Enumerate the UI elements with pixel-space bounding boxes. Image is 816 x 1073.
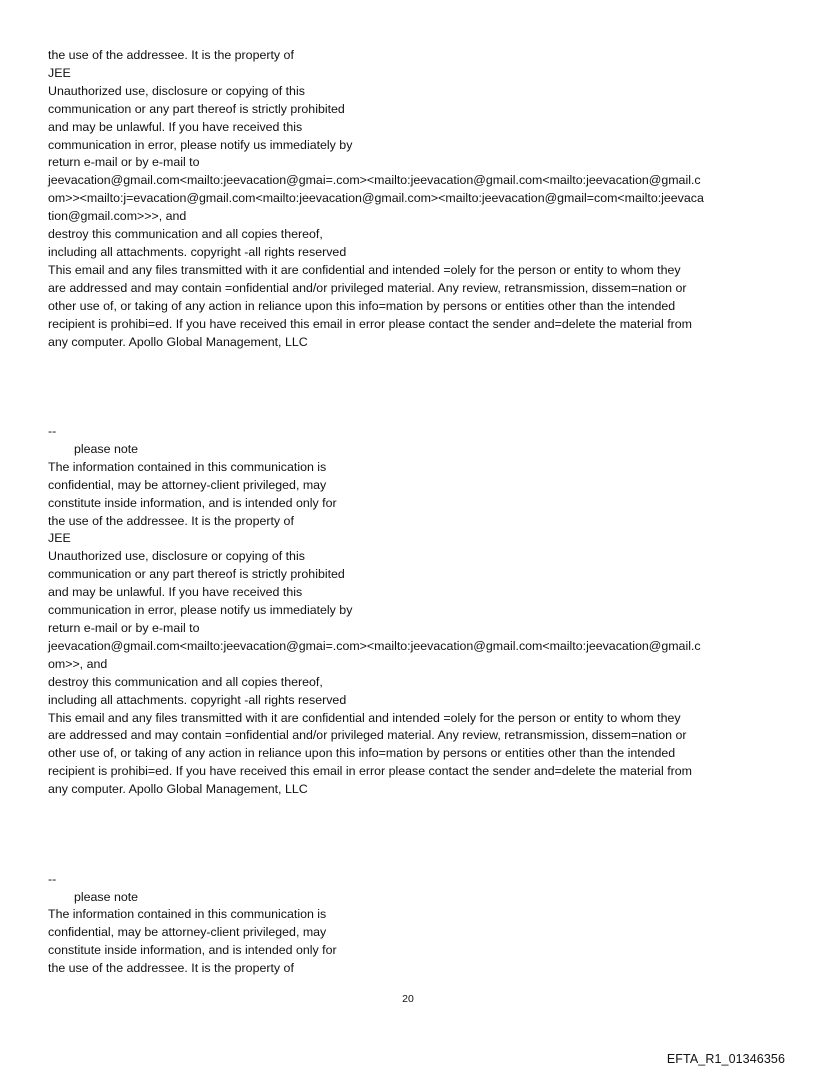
- text-line: any computer. Apollo Global Management, LLC: [48, 782, 308, 797]
- text-line: return e-mail or by e-mail to: [48, 620, 200, 635]
- text-line: communication or any part thereof is strictly prohibited: [48, 101, 345, 116]
- text-line: This email and any files transmitted with it are confidential and intended =olely for the person or entity to whom they: [48, 710, 681, 725]
- text-line: recipient is prohibi=ed. If you have received this email in error please contact the sender and=delete the material from: [48, 764, 692, 779]
- text-line: are addressed and may contain =onfidential and/or privileged material. Any review, retransmission, dissem=nation or: [48, 728, 687, 743]
- text-line: other use of, or taking of any action in reliance upon this info=mation by persons or entities other than the intended: [48, 746, 676, 761]
- text-line: confidential, may be attorney-client privileged, may: [48, 925, 327, 940]
- text-line: the use of the addressee. It is the property of: [48, 48, 294, 62]
- text-line: including all attachments. copyright -all rights reserved: [48, 244, 347, 259]
- text-line: including all attachments. copyright -all rights reserved: [48, 692, 347, 707]
- text-line: om>>, and: [48, 656, 108, 671]
- email-body-text: [48, 47, 788, 978]
- text-line: This email and any files transmitted with it are confidential and intended =olely for the person or entity to whom they: [48, 262, 681, 277]
- text-line: jeevacation@gmail.com<mailto:jeevacation@gmai=.com><mailto:jeevacation@gmail.com<mailto:jeevacation@gmail.c: [48, 638, 701, 653]
- disclaimer-block: [48, 47, 788, 351]
- text-line: confidential, may be attorney-client privileged, may: [48, 477, 327, 492]
- text-line: The information contained in this communication is: [48, 907, 327, 922]
- text-line: JEE: [48, 65, 71, 80]
- text-line: recipient is prohibi=ed. If you have received this email in error please contact the sender and=delete the material from: [48, 316, 692, 331]
- text-line: jeevacation@gmail.com<mailto:jeevacation@gmai=.com><mailto:jeevacation@gmail.com<mailto:jeevacation@gmail.c: [48, 173, 701, 188]
- block-spacer: [48, 351, 788, 423]
- text-line: any computer. Apollo Global Management, LLC: [48, 334, 308, 349]
- text-line: constitute inside information, and is intended only for: [48, 943, 337, 958]
- signature-separator: --: [48, 871, 57, 886]
- text-line: tion@gmail.com>>>, and: [48, 209, 187, 224]
- text-line: destroy this communication and all copies thereof,: [48, 227, 323, 242]
- text-line: and may be unlawful. If you have received this: [48, 119, 303, 134]
- text-line: other use of, or taking of any action in reliance upon this info=mation by persons or entities other than the intended: [48, 298, 676, 313]
- text-line: JEE: [48, 531, 71, 546]
- block-spacer: [48, 799, 788, 871]
- document-id: EFTA_R1_01346356: [666, 1052, 785, 1066]
- text-line: communication in error, please notify us immediately by: [48, 603, 353, 618]
- disclaimer-block: [48, 871, 788, 978]
- text-line: the use of the addressee. It is the property of: [48, 961, 294, 976]
- text-line: Unauthorized use, disclosure or copying of this: [48, 549, 305, 564]
- disclaimer-block: [48, 423, 788, 799]
- page-number: 20: [402, 993, 414, 1005]
- signature-separator: --: [48, 424, 57, 438]
- text-line: destroy this communication and all copies thereof,: [48, 674, 323, 689]
- text-line: The information contained in this communication is: [48, 459, 327, 474]
- text-line: communication in error, please notify us immediately by: [48, 137, 353, 152]
- text-line: are addressed and may contain =onfidential and/or privileged material. Any review, retransmission, dissem=nation or: [48, 280, 687, 295]
- text-line: and may be unlawful. If you have received this: [48, 585, 303, 600]
- note-label: please note: [74, 441, 139, 456]
- text-line: om>><mailto:j=evacation@gmail.com<mailto:jeevacation@gmail.com><mailto:jeevacation@gmail=com<mailto:jeevaca: [48, 191, 704, 206]
- text-line: communication or any part thereof is strictly prohibited: [48, 567, 345, 582]
- text-line: Unauthorized use, disclosure or copying of this: [48, 83, 305, 98]
- text-line: return e-mail or by e-mail to: [48, 155, 200, 170]
- text-line: constitute inside information, and is intended only for: [48, 495, 337, 510]
- note-label: please note: [74, 889, 139, 904]
- text-line: the use of the addressee. It is the property of: [48, 513, 294, 528]
